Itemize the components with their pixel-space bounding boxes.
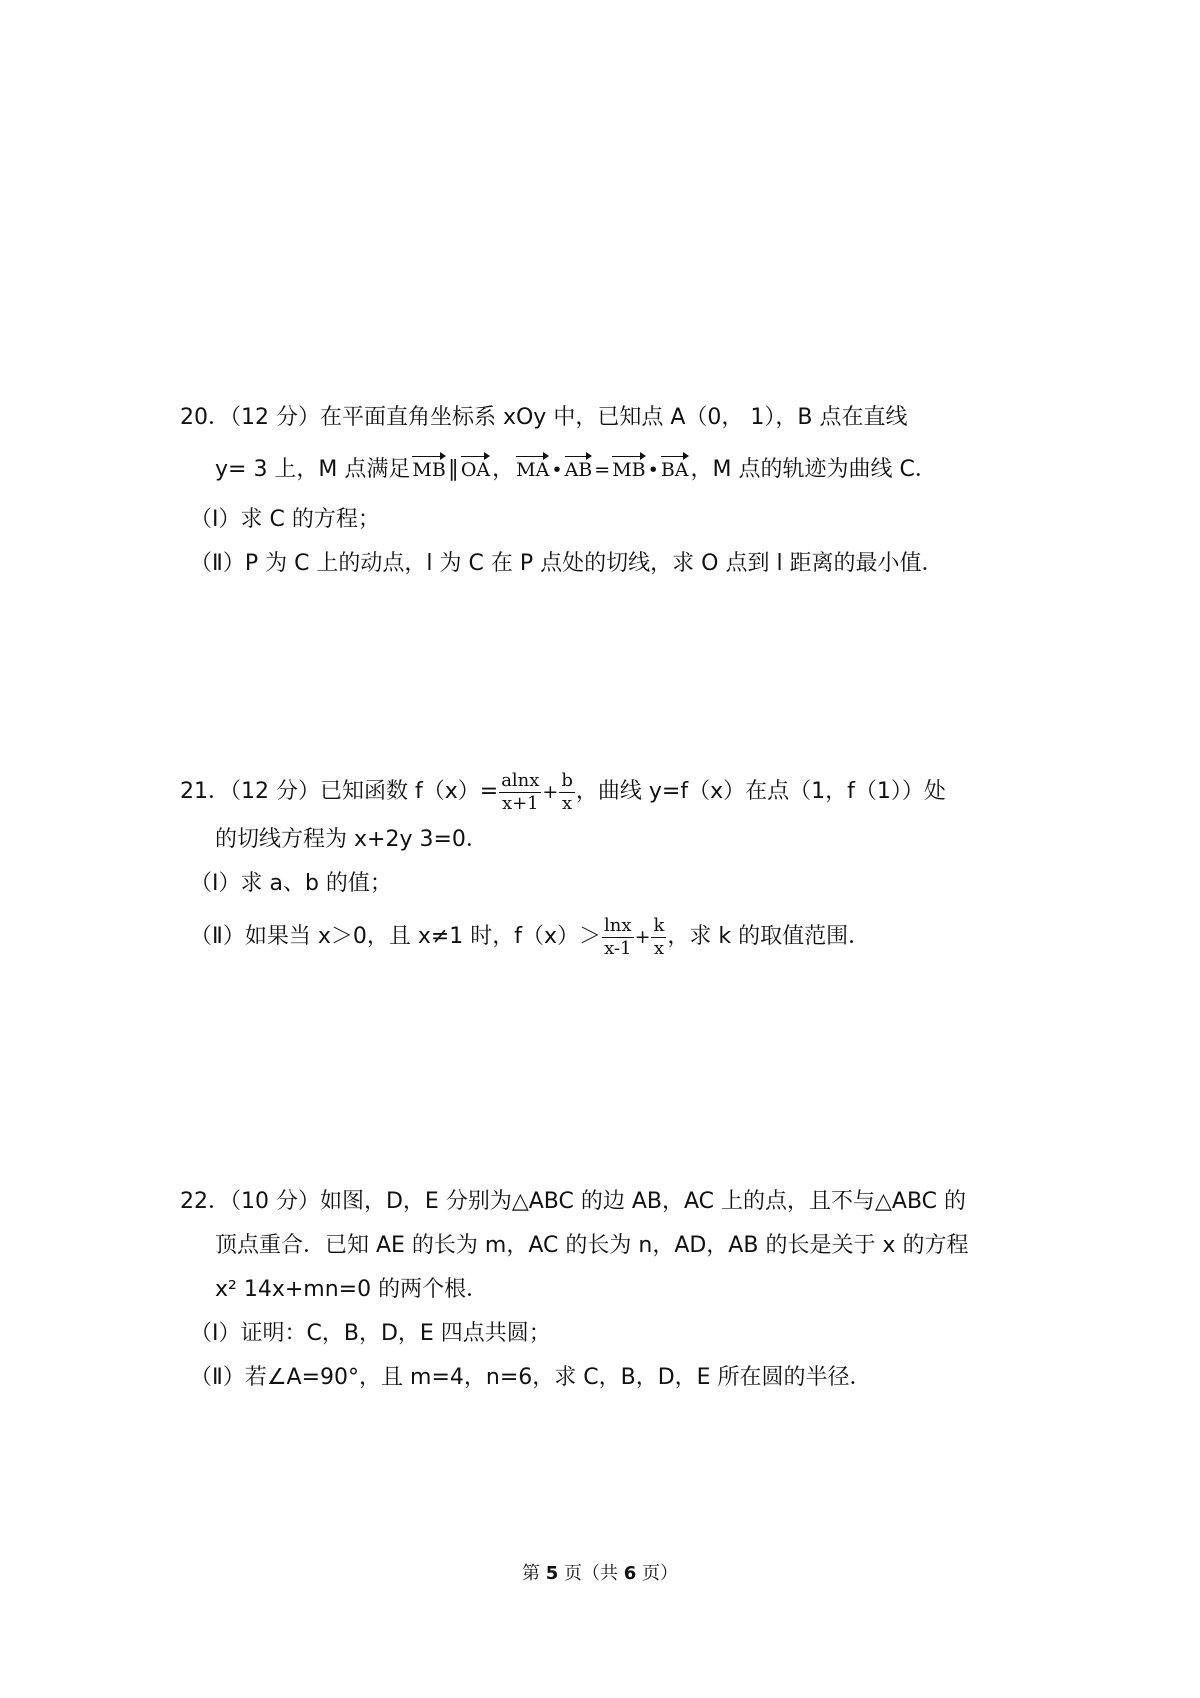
fraction-lnx-over-x-minus-1 [602,915,634,960]
fraction-numerator: lnx [604,914,632,936]
fraction-denominator: x-1 [604,937,632,959]
q21-part2-text-a: （Ⅱ）如果当 x＞0，且 x≠1 时，f（x）＞ [190,924,602,949]
q21-line1-text-a: 21．（12 分）已知函数 f（x）= [180,779,499,804]
q21-line1-text-b: ，曲线 y=f（x）在点（1，f（1））处 [575,779,946,804]
q20-line1: 20．（12 分）在平面直角坐标系 xOy 中，已知点 A（0， 1），B 点在直线 [180,405,908,430]
q21-line1 [180,768,946,816]
dot-product-symbol: • [551,459,563,481]
vector-mb: MB [411,455,446,485]
fraction-alnx-over-x-plus-1 [499,770,541,815]
q21-part1: （Ⅰ）求 a、b 的值； [190,871,392,896]
q22-line3: x² 14x+mn=0 的两个根． [215,1277,489,1302]
q21-part2 [190,913,870,961]
parallel-symbol: ∥ [447,457,459,482]
q22-line2: 顶点重合．已知 AE 的长为 m，AC 的长为 n，AD，AB 的长是关于 x 的方程 [215,1233,969,1258]
dot-product-symbol-2: • [647,459,659,481]
fraction-denominator: x [562,792,573,814]
vector-ba: BA [660,455,690,485]
q21-line2: 的切线方程为 x+2y 3=0． [215,827,488,852]
plus-symbol: + [542,781,559,803]
q20-part1: （Ⅰ）求 C 的方程； [190,507,380,532]
q21-part2-text-b: ，求 k 的取值范围． [667,924,871,949]
vector-ma: MA [515,455,550,485]
plus-symbol-2: + [634,926,651,948]
fraction-denominator: x+1 [501,792,539,814]
q22-part1: （Ⅰ）证明：C，B，D，E 四点共圆； [190,1321,551,1346]
fraction-numerator: alnx [501,769,540,791]
q20-line2-text-a: y= 3 上，M 点满足 [215,457,411,482]
q22-part2: （Ⅱ）若∠A=90°，且 m=4，n=6，求 C，B，D，E 所在圆的半径． [190,1365,872,1390]
footer-page-number: 5 [545,1563,559,1584]
footer-total-pages: 6 [623,1563,637,1584]
fraction-denominator: x [653,937,665,959]
page-footer [0,1562,1200,1586]
equals-symbol: = [594,459,611,481]
fraction-b-over-x [559,770,575,815]
vector-oa: OA [460,455,491,485]
fraction-k-over-x [651,915,666,960]
q20-line2-text-b: ，M 点的轨迹为曲线 C． [690,457,937,482]
fraction-numerator: b [561,769,573,791]
footer-middle: 页（共 [558,1563,624,1584]
fraction-numerator: k [653,914,665,936]
q22-line1: 22．（10 分）如图，D，E 分别为△ABC 的边 AB，AC 上的点，且不与△ABC 的 [180,1189,967,1214]
q20-part2: （Ⅱ）P 为 C 上的动点，l 为 C 在 P 点处的切线，求 O 点到 l 距离的最小值． [190,551,944,576]
footer-suffix: 页） [636,1563,678,1584]
comma: ， [492,457,515,482]
vector-mb-2: MB [611,455,646,485]
q20-line2 [215,455,937,485]
vector-ab: AB [564,455,594,485]
footer-prefix: 第 [522,1563,546,1584]
